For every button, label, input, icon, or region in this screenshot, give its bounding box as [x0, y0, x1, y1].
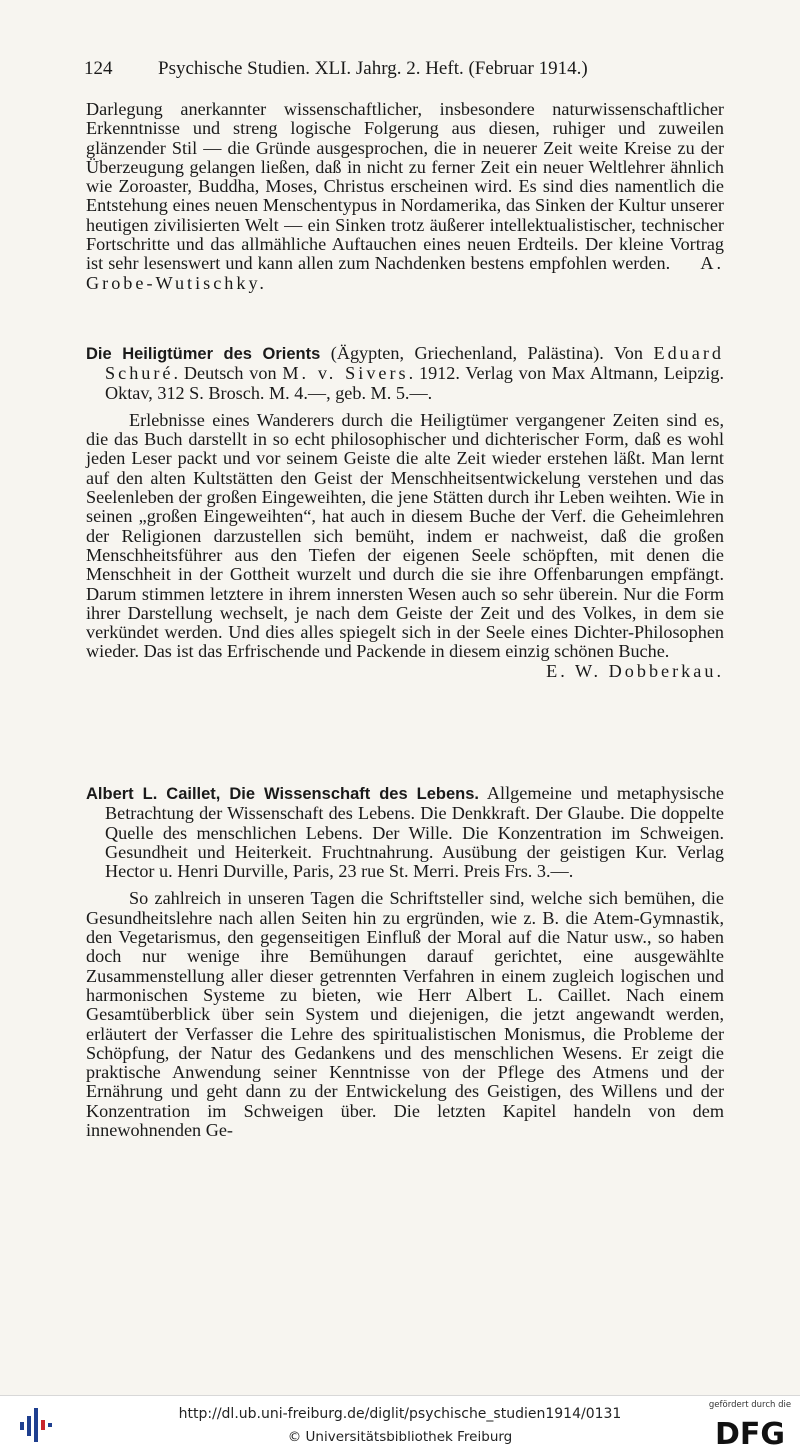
- review-caillet: [86, 784, 724, 1140]
- intro-paragraph: [86, 100, 724, 293]
- review-details-c: . 1912. Verlag von Max Altmann, Leipzig. Oktav, 312 S. Brosch. M. 4.—, geb. M. 5.—.: [105, 363, 724, 403]
- dfg-logo-icon: [706, 1400, 794, 1450]
- review-heiligtuemer: [86, 344, 724, 681]
- review-details-b: . Deutsch von: [173, 363, 283, 384]
- review-details: Allgemeine und metaphysische Betrachtung der Wissenschaft des Lebens. Die Denkkraft. Der Glaube. Die doppelte Quelle des menschlichen Lebens. Der Wille. Die Konzentration im Schweigen. Gesundheit und Heiterkeit. Fruchtnahrung. Ausübung der geistigen Kur. Verlag Hector u. Henri Durville, Paris, 23 rue St. Merri. Preis Frs. 3.—.: [105, 783, 724, 882]
- review-heading: [86, 344, 724, 403]
- intro-signature: A. Grobe-Wutischky.: [86, 253, 725, 293]
- page-number: 124: [84, 58, 113, 79]
- running-title: Psychische Studien. XLI. Jahrg. 2. Heft. (Februar 1914.): [158, 58, 588, 79]
- library-footer: [0, 1395, 800, 1453]
- review-heading: [86, 784, 724, 881]
- review-body: So zahlreich in unseren Tagen die Schriftsteller sind, welche sich bemühen, die Gesundheitslehre nach allen Seiten hin zu ergründen, wie z. B. die Atem-Gymnastik, den Vegetarismus, den gegenseitigen Einfluß der Moral auf die Natur usw., so haben doch nur wenige ihre Bemühungen darauf gerichtet, eine ausgewählte Zusammenstellung aller dieser getrennten Verfahren in einem zugleich logischen und harmonischen Systeme zu bieten, wie Herr Albert L. Caillet. Nach einem Gesamtüberblick über sein System und diejenigen, die jetzt angewandt werden, erläutert der Verfasser die Lehre des spiritualistischen Monismus, die Probleme der Schöpfung, der Natur des Gedankens und des menschlichen Wesens. Er zeigt die praktische Anwendung seiner Kenntnisse von der Pflege des Atmens und der Ernährung und geht dann zu der Entwickelung des Geistigen, des Willens und der Konzentration im Schweigen über. Die letzten Kapitel handeln von dem innewohnenden Ge-: [86, 888, 724, 1141]
- permalink[interactable]: http://dl.ub.uni-freiburg.de/diglit/psychische_studien1914/0131: [178, 1406, 622, 1422]
- copyright: © Universitätsbibliothek Freiburg: [287, 1429, 513, 1445]
- review-signature: E. W. Dobberkau.: [546, 660, 724, 681]
- review-details-a: (Ägypten, Griechenland, Palästina). Von: [320, 343, 654, 363]
- running-header: [84, 58, 724, 82]
- review-body: Erlebnisse eines Wanderers durch die Heiligtümer vergangener Zeiten sind es, die das Buch darstellt in so echt philosophischer und dichterischer Form, daß es wohl jeden Leser packt und vor seinem Geiste die alte Zeit wieder erstehen läßt. Man lernt auf den alten Kultstätten den Geist der Menschheitsentwickelung verstehen und das Seelenleben der großen Eingeweihten, die jene Stätten durch ihr Leben weihten. Wie in seinen „großen Eingeweihten“, hat auch in diesem Buche der Verf. die Geheimlehren der Religionen darzustellen sich bemüht, indem er nachweist, daß die großen Menschheitsführer aus den Tiefen der eigenen Seele schöpften, mit denen die Menschheit in der Gottheit wurzelt und durch die sie ihre Offenbarungen empfängt. Darum stimmen letztere in ihrem innersten Wesen auch so sehr überein. Nur die Form ihrer Darstellung wechselt, je nach dem Geiste der Zeit und des Volkes, in dem sie verkündet werden. Und dies alles spiegelt sich in der Seele eines Dichter-Philosophen wieder. Das ist das Erfrischende und Packende in diesem einzig schönen Buche.: [86, 409, 724, 662]
- intro-text: Darlegung anerkannter wissenschaftlicher, insbesondere naturwissenschaftlicher Erkenntnisse und streng logische Folgerung aus diesen, ruhiger und zuweilen glänzender Stil — die Gründe ausgesprochen, die in neuerer Zeit weite Kreise zu der Überzeugung gelangen ließen, daß in nicht zu ferner Zeit ein neuer Weltlehrer ähnlich wie Zoroaster, Buddha, Moses, Christus erscheinen wird. Es sind dies namentlich die Entstehung eines neuen Menschentypus in Nordamerika, das Sinken der Kultur unserer heutigen zivilisierten Welt — ein Sinken trotz äußerer intellektualistischer, technischer Fortschritte und das allmähliche Auftauchen eines neuen Erdteils. Der kleine Vortrag ist sehr lesenswert und kann allen zum Nachdenken bestens empfohlen werden.: [86, 99, 724, 274]
- review-title: Die Heiligtümer des Orients: [86, 345, 321, 363]
- review-title: Albert L. Caillet, Die Wissenschaft des Lebens.: [86, 785, 479, 803]
- review-author: Eduard Schuré: [105, 343, 724, 384]
- dfg-tagline: gefördert durch die: [708, 1400, 792, 1410]
- dfg-logo-text: DFG: [714, 1417, 786, 1450]
- review-translator: M. v. Sivers: [282, 363, 409, 384]
